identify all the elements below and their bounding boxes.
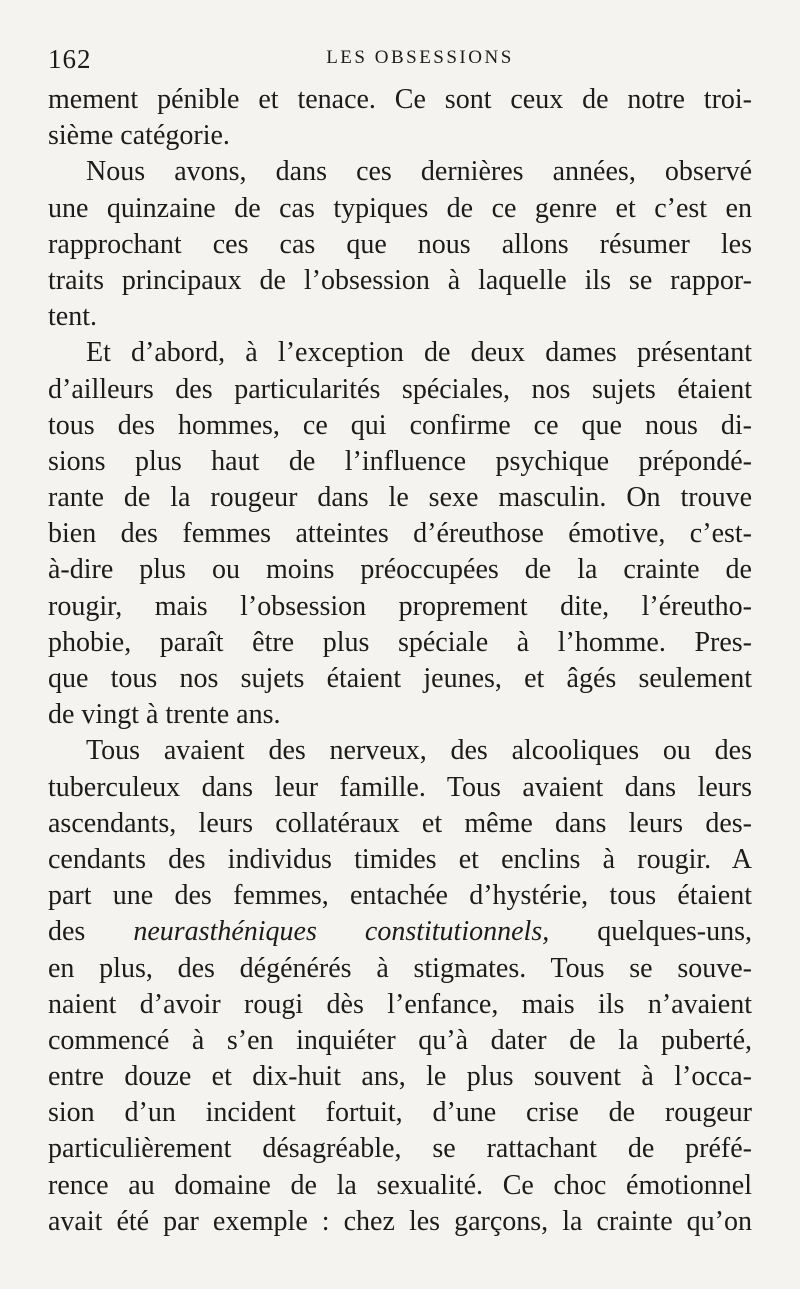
text-line: tent. [48, 301, 97, 333]
text-line: part une des femmes, entachée d’hystérie, tous étaient [48, 880, 752, 912]
text-line: tous des hommes, ce qui confirme ce que nous di- [48, 409, 752, 441]
text-line: commencé à s’en inquiéter qu’à dater de la puberté, [48, 1024, 752, 1056]
text-segment: quelques-uns, [549, 916, 752, 948]
text-line: rence au domaine de la sexualité. Ce choc émotionnel [48, 1169, 752, 1201]
text-line: Tous avaient des nerveux, des alcooliques ou des [86, 735, 752, 767]
text-line: cendants des individus timides et enclins à rougir. A [48, 843, 752, 875]
text-line: tuberculeux dans leur famille. Tous avaient dans leurs [48, 771, 752, 803]
text-line: d’ailleurs des particularités spéciales, nos sujets étaient [48, 373, 752, 405]
text-line: rante de la rougeur dans le sexe masculin. On trouve [48, 482, 752, 514]
text-line: sion d’un incident fortuit, d’une crise de rougeur [48, 1097, 752, 1129]
body-text [48, 82, 752, 1240]
text-line: à-dire plus ou moins préoccupées de la crainte de [48, 554, 752, 586]
text-line: ascendants, leurs collatéraux et même dans leurs des- [48, 807, 752, 839]
text-line: avait été par exemple : chez les garçons, la crainte qu’on [48, 1205, 752, 1237]
italic-text: neurasthéniques constitutionnels, [133, 916, 550, 948]
page-header [48, 38, 752, 82]
text-line: bien des femmes atteintes d’éreuthose émotive, c’est- [48, 518, 752, 550]
text-line: Nous avons, dans ces dernières années, observé [86, 156, 752, 188]
text-line: rougir, mais l’obsession proprement dite, l’éreutho- [48, 590, 752, 622]
text-line: entre douze et dix-huit ans, le plus souvent à l’occa- [48, 1061, 752, 1093]
text-line: en plus, des dégénérés à stigmates. Tous se souve- [48, 952, 752, 984]
page-number: 162 [48, 44, 92, 74]
text-line: Et d’abord, à l’exception de deux dames présentant [86, 337, 752, 369]
text-segment: des [48, 916, 134, 948]
text-line: mement pénible et tenace. Ce sont ceux de notre troi- [48, 84, 752, 115]
text-line: de vingt à trente ans. [48, 699, 281, 731]
text-line: que tous nos sujets étaient jeunes, et âgés seulement [48, 663, 752, 694]
running-head: LES OBSESSIONS [326, 47, 514, 68]
text-line: rapprochant ces cas que nous allons résumer les [48, 228, 752, 260]
text-line: sions plus haut de l’influence psychique prépondé- [48, 445, 752, 477]
text-line [48, 914, 752, 950]
text-line: une quinzaine de cas typiques de ce genre et c’est en [48, 192, 752, 224]
book-page [48, 38, 752, 1240]
text-line: particulièrement désagréable, se rattachant de préfé- [48, 1133, 752, 1165]
text-line: traits principaux de l’obsession à laquelle ils se rappor- [48, 264, 752, 296]
text-line: phobie, paraît être plus spéciale à l’homme. Pres- [48, 626, 752, 658]
text-line: naient d’avoir rougi dès l’enfance, mais ils n’avaient [48, 988, 752, 1020]
text-line: sième catégorie. [48, 120, 230, 152]
